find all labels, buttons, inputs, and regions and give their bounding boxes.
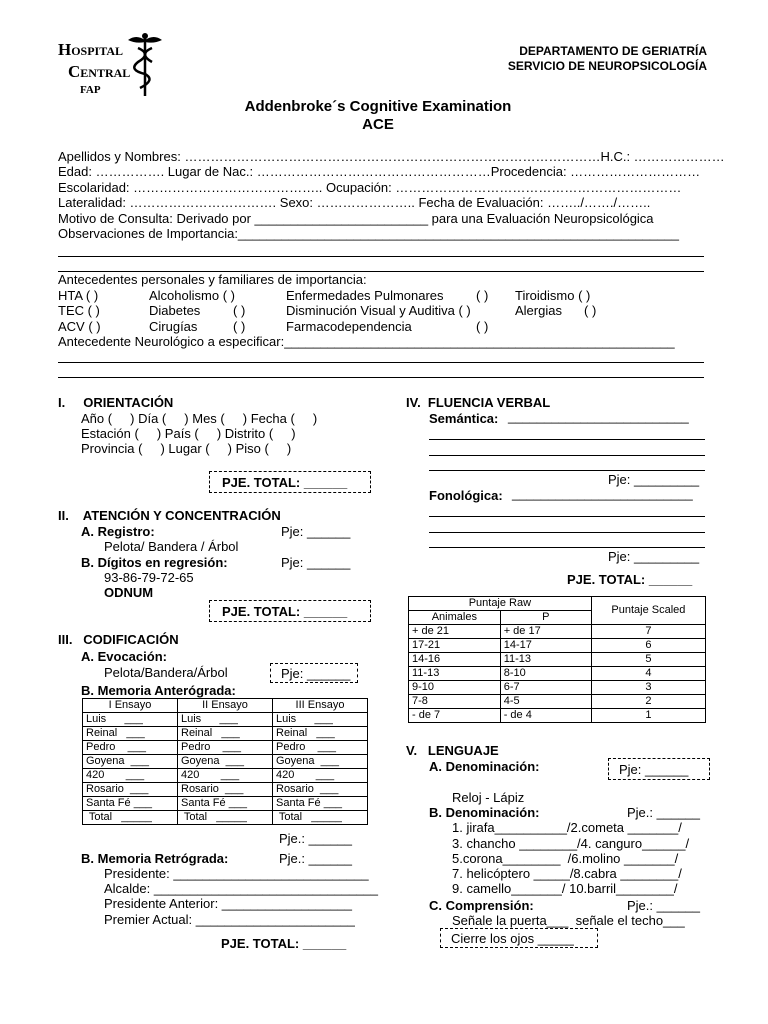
comprension-line-2: Cierre los ojos _____	[451, 931, 574, 946]
dept-label: DEPARTAMENTO DE GERIATRÍA	[519, 44, 707, 58]
table-row	[409, 653, 706, 667]
fonologica-label: Fonológica:	[429, 488, 503, 503]
table-row	[83, 713, 368, 727]
fonologica-line-2[interactable]	[429, 516, 705, 517]
animales-header: Animales	[409, 611, 501, 625]
orientacion-total-box[interactable]	[209, 471, 371, 493]
table-cell: 5	[591, 653, 705, 667]
table-cell[interactable]: Goyena ___	[178, 755, 273, 769]
table-row	[83, 783, 368, 797]
evocacion-label: A. Evocación:	[81, 649, 167, 664]
alergias-label: Alergias	[515, 303, 562, 318]
registro-pje[interactable]: Pje: ______	[281, 524, 351, 539]
logo-hospital: Hospital	[58, 40, 124, 59]
patient-row-laterality[interactable]: Lateralidad: ……………………………. Sexo: ………………….. Fecha de Evaluación: ……../……./……..	[58, 195, 651, 210]
digitos-pje[interactable]: Pje: ______	[281, 555, 351, 570]
evocacion-pje: Pje: ______	[281, 666, 351, 681]
puntaje-raw-header: Puntaje Raw	[409, 597, 592, 611]
p-header: P	[500, 611, 591, 625]
logo-fap: FAP	[80, 84, 101, 96]
service-label: SERVICIO DE NEUROPSICOLOGÍA	[507, 59, 707, 73]
denominacion-item-1[interactable]: 1. jirafa__________/2.cometa _______/	[452, 820, 682, 835]
table-cell: - de 7	[409, 709, 501, 723]
table-cell: 4-5	[500, 695, 591, 709]
farmaco-label: Farmacodependencia	[286, 319, 412, 334]
semantica-line[interactable]: _________________________	[508, 409, 689, 424]
table-row	[409, 695, 706, 709]
memoria-anterograda-pje[interactable]: Pje.: ______	[279, 831, 353, 846]
table-cell: 9-10	[409, 681, 501, 695]
table-cell[interactable]: Goyena ___	[273, 755, 368, 769]
patient-row-reason[interactable]: Motivo de Consulta: Derivado por ________________________ para una Evaluación Neuropsicológica	[58, 211, 654, 226]
section-fluencia-title: IV. FLUENCIA VERBAL	[406, 395, 551, 410]
table-cell[interactable]: 420 ___	[83, 769, 178, 783]
comprension-line-1[interactable]: Señale la puerta___ señale el techo___	[452, 913, 685, 928]
patient-row-name[interactable]: Apellidos y Nombres: ……………………………………………………………………………………H.C.: …………………	[58, 149, 725, 164]
patient-row-age[interactable]: Edad: ……………. Lugar de Nac.: ………………………………………………Procedencia: …………………………	[58, 164, 701, 179]
table-cell: 11-13	[500, 653, 591, 667]
table-cell[interactable]: Luis ___	[83, 713, 178, 727]
fonologica-pje[interactable]: Pje: _________	[608, 549, 700, 564]
semantica-label: Semántica:	[429, 411, 499, 426]
table-header: III Ensayo	[273, 699, 368, 713]
table-cell: 7-8	[409, 695, 501, 709]
enf-pulmonares-label: Enfermedades Pulmonares	[286, 288, 444, 303]
atencion-total-box[interactable]	[209, 600, 371, 622]
section-atencion-title: II. ATENCIÓN Y CONCENTRACIÓN	[58, 508, 281, 523]
table-row	[409, 639, 706, 653]
table-header-row	[83, 699, 368, 713]
antecedente-neuro[interactable]: Antecedente Neurológico a especificar:______________________________________________________	[58, 334, 675, 349]
memoria-anterograda-table	[82, 698, 368, 825]
table-cell[interactable]: Reinal ___	[83, 727, 178, 741]
table-row	[409, 681, 706, 695]
table-cell[interactable]: Luis ___	[273, 713, 368, 727]
obs-line-1[interactable]	[58, 256, 704, 257]
table-header: II Ensayo	[178, 699, 273, 713]
semantica-line-4[interactable]	[429, 470, 705, 471]
table-cell: 14-17	[500, 639, 591, 653]
table-row	[409, 667, 706, 681]
semantica-line-2[interactable]	[429, 439, 705, 440]
table-cell: + de 17	[500, 625, 591, 639]
table-cell[interactable]: Rosario ___	[178, 783, 273, 797]
table-row	[83, 769, 368, 783]
cirugias-label: Cirugías	[149, 319, 198, 334]
tec-check[interactable]: TEC ( )	[58, 303, 100, 318]
diabetes-label: Diabetes	[149, 303, 201, 318]
table-row	[83, 755, 368, 769]
memoria-retrograda-pje[interactable]: Pje.: ______	[279, 851, 353, 866]
table-row	[409, 709, 706, 723]
section-codificacion-title: III. CODIFICACIÓN	[58, 632, 179, 647]
memoria-anterograda-label: B. Memoria Anterógrada:	[81, 683, 236, 698]
denominacion-a-label: A. Denominación:	[429, 759, 540, 774]
table-cell[interactable]: Total _____	[273, 811, 368, 825]
denominacion-a-pje: Pje: ______	[619, 762, 689, 777]
table-cell[interactable]: Santa Fé ___	[83, 797, 178, 811]
table-cell[interactable]: Rosario ___	[273, 783, 368, 797]
table-cell: 8-10	[500, 667, 591, 681]
patient-row-observations[interactable]: Observaciones de Importancia:_____________________________________________________________	[58, 226, 679, 241]
table-cell[interactable]: Total _____	[178, 811, 273, 825]
table-cell: 6-7	[500, 681, 591, 695]
table-cell: - de 4	[500, 709, 591, 723]
neuro-line-1[interactable]	[58, 362, 704, 363]
section-orientacion-title: I. ORIENTACIÓN	[58, 395, 174, 410]
table-cell: 3	[591, 681, 705, 695]
fonologica-line[interactable]: _________________________	[512, 486, 693, 501]
table-cell: 4	[591, 667, 705, 681]
patient-row-education[interactable]: Escolaridad: …………………………………….. Ocupación: …………………………………………………………	[58, 180, 682, 195]
table-header: I Ensayo	[83, 699, 178, 713]
fonologica-line-3[interactable]	[429, 532, 705, 533]
orientacion-total: PJE. TOTAL: ______	[222, 475, 348, 490]
table-cell[interactable]: Santa Fé ___	[178, 797, 273, 811]
alcoholismo-check[interactable]: Alcoholismo ( )	[149, 288, 235, 303]
diabetes-check[interactable]: ( )	[233, 303, 246, 318]
neuro-line-2[interactable]	[58, 377, 704, 378]
puntaje-head-row	[409, 597, 706, 611]
table-cell: 7	[591, 625, 705, 639]
registro-items: Pelota/ Bandera / Árbol	[104, 539, 239, 554]
registro-label: A. Registro:	[81, 524, 155, 539]
table-cell: + de 21	[409, 625, 501, 639]
table-row	[83, 727, 368, 741]
digitos-label: B. Dígitos en regresión:	[81, 555, 228, 570]
table-cell[interactable]: Reinal ___	[273, 727, 368, 741]
orientacion-line-3[interactable]: Provincia ( ) Lugar ( ) Piso ( )	[81, 441, 292, 456]
denominacion-b-label: B. Denominación:	[429, 805, 540, 820]
puntaje-table-body	[409, 625, 706, 723]
evocacion-pje-box[interactable]	[270, 663, 358, 683]
table-row	[83, 811, 368, 825]
atencion-total: PJE. TOTAL: ______	[222, 604, 348, 619]
table-cell[interactable]: 420 ___	[273, 769, 368, 783]
orientacion-line-2[interactable]: Estación ( ) País ( ) Distrito ( )	[81, 426, 296, 441]
semantica-pje[interactable]: Pje: _________	[608, 472, 700, 487]
table-cell: 14-16	[409, 653, 501, 667]
farmaco-check[interactable]: ( )	[476, 319, 489, 334]
evocacion-items: Pelota/Bandera/Árbol	[104, 665, 228, 680]
table-cell: 11-13	[409, 667, 501, 681]
page-subtitle: ACE	[362, 116, 394, 133]
table-cell[interactable]: Goyena ___	[83, 755, 178, 769]
tiroidismo-check[interactable]: Tiroidismo ( )	[515, 288, 591, 303]
orientacion-line-1[interactable]: Año ( ) Día ( ) Mes ( ) Fecha ( )	[81, 411, 318, 426]
retro-alcalde[interactable]: Alcalde: _______________________________	[104, 881, 378, 896]
puntaje-table	[408, 596, 706, 723]
digitos-sequence: 93-86-79-72-65	[104, 570, 194, 585]
puntaje-scaled-header: Puntaje Scaled	[591, 597, 705, 625]
table-row	[83, 741, 368, 755]
alergias-check[interactable]: ( )	[584, 303, 597, 318]
denominacion-a-pje-box[interactable]	[608, 758, 710, 780]
denominacion-item-2[interactable]: 3. chancho ________/4. canguro______/	[452, 836, 690, 851]
antecedentes-title: Antecedentes personales y familiares de importancia:	[58, 272, 367, 287]
fonologica-line-4[interactable]	[429, 547, 705, 548]
odnum-word: ODNUM	[104, 585, 154, 600]
table-cell[interactable]: Santa Fé ___	[273, 797, 368, 811]
comprension-label: C. Comprensión:	[429, 898, 534, 913]
table-cell[interactable]: Rosario ___	[83, 783, 178, 797]
codificacion-total[interactable]: PJE. TOTAL: ______	[221, 936, 347, 951]
denominacion-item-4[interactable]: 7. helicóptero _____/8.cabra ________/	[452, 866, 682, 881]
retro-premier[interactable]: Premier Actual: ______________________	[104, 912, 355, 927]
comprension-box[interactable]	[440, 928, 598, 948]
denominacion-b-pje[interactable]: Pje.: ______	[627, 805, 701, 820]
table-cell[interactable]: Pedro ___	[273, 741, 368, 755]
retro-presidente-anterior[interactable]: Presidente Anterior: __________________	[104, 896, 352, 911]
table-cell[interactable]: Luis ___	[178, 713, 273, 727]
retro-presidente[interactable]: Presidente: ___________________________	[104, 866, 369, 881]
table-cell: 17-21	[409, 639, 501, 653]
section-lenguaje-title: V. LENGUAJE	[406, 743, 499, 758]
acv-check[interactable]: ACV ( )	[58, 319, 101, 334]
logo-central: Central	[68, 62, 131, 81]
memoria-retrograda-label: B. Memoria Retrógrada:	[81, 851, 229, 866]
table-cell[interactable]: 420 ___	[178, 769, 273, 783]
reloj-lapiz: Reloj - Lápiz	[452, 790, 525, 805]
table-row	[409, 625, 706, 639]
hta-check[interactable]: HTA ( )	[58, 288, 99, 303]
comprension-pje[interactable]: Pje.: ______	[627, 898, 701, 913]
enf-pulmonares-check[interactable]: ( )	[476, 288, 489, 303]
caduceus-icon	[126, 30, 164, 102]
table-cell: 1	[591, 709, 705, 723]
fluencia-total[interactable]: PJE. TOTAL: ______	[567, 572, 693, 587]
table-cell[interactable]: Pedro ___	[83, 741, 178, 755]
denominacion-item-5[interactable]: 9. camello_______/ 10.barril________/	[452, 881, 678, 896]
table-cell: 2	[591, 695, 705, 709]
page-title: Addenbroke´s Cognitive Examination	[244, 98, 512, 115]
memoria-table-body	[83, 713, 368, 825]
table-cell[interactable]: Pedro ___	[178, 741, 273, 755]
cirugias-check[interactable]: ( )	[233, 319, 246, 334]
table-row	[83, 797, 368, 811]
semantica-line-3[interactable]	[429, 455, 705, 456]
denominacion-item-3[interactable]: 5.corona________ /6.molino _______/	[452, 851, 679, 866]
table-cell: 6	[591, 639, 705, 653]
table-cell[interactable]: Reinal ___	[178, 727, 273, 741]
disminucion-check[interactable]: Disminución Visual y Auditiva ( )	[286, 303, 471, 318]
table-cell[interactable]: Total _____	[83, 811, 178, 825]
